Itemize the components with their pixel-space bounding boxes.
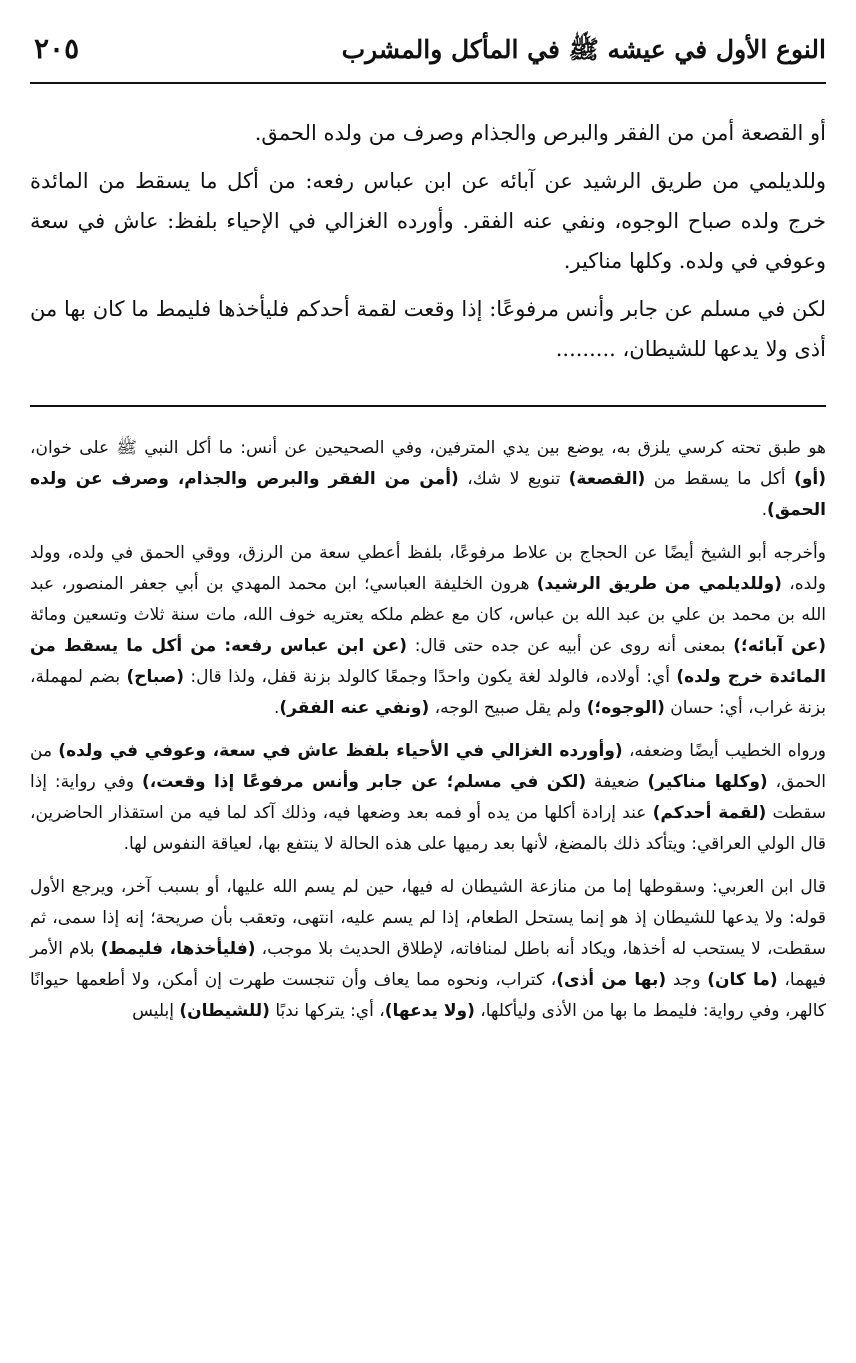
- footnote-divider: [30, 405, 826, 407]
- quoted-matn: (وللديلمي من طريق الرشيد): [536, 574, 782, 594]
- commentary-text: ورواه الخطيب أيضًا وضعفه،: [622, 741, 826, 761]
- page-title: النوع الأول في عيشه ﷺ في المأكل والمشرب: [341, 35, 826, 64]
- main-text-paragraph: وللديلمي من طريق الرشيد عن آبائه عن ابن عباس رفعه: من أكل ما يسقط من المائدة خرج ولده صباح الوجوه، ونفي عنه الفقر. وأورده الغزالي في الإحياء بلفظ: عاش في سعة وعوفي في ولده. وكلها مناكير.: [30, 169, 826, 273]
- commentary-text: .: [273, 698, 280, 718]
- commentary-text: وأخرجه أبو الشيخ أيضًا عن الحجاج بن علاط مرفوعًا، بلفظ أعطي سعة من الرزق، ووقي الحمق في ولده، وولد ولده،: [30, 543, 826, 594]
- quoted-matn: (ما كان): [707, 970, 778, 990]
- commentary-text: بمعنى أنه روى عن أبيه عن جده حتى قال:: [407, 636, 734, 656]
- quoted-matn: (لكن في مسلم؛ عن جابر وأنس مرفوعًا إذا وقعت،): [142, 772, 587, 792]
- commentary-text: وجد: [666, 970, 708, 990]
- quoted-matn: (للشيطان): [179, 1001, 270, 1021]
- commentary-text: ولم يقل صبيح الوجه،: [429, 698, 587, 718]
- quoted-matn: (الوجوه؛): [586, 698, 665, 718]
- commentary-text: قال ابن العربي: وسقوطها إما من منازعة الشيطان له فيها، حين لم يسم الله عليها، أو بسبب آخر، ويرجع الأول قوله: ولا يدعها للشيطان إذ هو إنما يستحل الطعام، إذا لم يسم عليه، انتهى، وتعقب بأن صريحة؛ إنه إذا سمى، ثم سقطت، لا يستحب له أخذها، ويكاد أنه باطل لمنافاته، لإطلاق الحديث بلا موجب،: [30, 877, 826, 959]
- quoted-matn: (أو): [794, 469, 826, 489]
- main-text-sentence: لكن في مسلم عن جابر وأنس مرفوعًا: إذا وقعت لقمة أحدكم فليأخذها فليمط ما كان بها من أذى ولا يدعها للشيطان،: [30, 297, 826, 361]
- quoted-matn: (فليأخذها، فليمط): [100, 939, 256, 959]
- commentary-text: تنويع لا شك،: [458, 469, 569, 489]
- commentary-text: أكل ما يسقط من: [645, 469, 795, 489]
- commentary-text: وفي رواية: إذا سقطت: [30, 772, 826, 823]
- commentary-text: ضعيفة: [586, 772, 648, 792]
- commentary-text: بلام الأمر فيهما،: [30, 939, 826, 990]
- quoted-matn: (وكلها مناكير): [647, 772, 768, 792]
- commentary-text: هرون الخليفة العباسي؛ ابن محمد المهدي بن أبي جعفر المنصور، عبد الله بن محمد بن علي بن عبد الله بن عباس، كان مع عظم ملكه يعتريه خوف الله، مات سنة ثلاث وتسعين ومائة: [30, 574, 826, 625]
- commentary-paragraph: [30, 538, 826, 724]
- continuation-dots: .........: [555, 337, 616, 361]
- main-text: [30, 113, 826, 377]
- page-number: ٢٠٥: [34, 32, 80, 65]
- commentary-text: بضم لمهملة، بزنة غراب، أي: حسان: [30, 667, 826, 718]
- main-text-paragraph: أو القصعة أمن من الفقر والبرص والجذام وصرف من ولده الحمق.: [254, 121, 826, 145]
- commentary-text: عند إرادة أكلها من يده أو فمه بعد وضعها فيه، وذلك آكد لما فيه من استقذار الحاضرين، قال الولي العراقي: ويتأكد ذلك بالمضغ، لأنها بعد رميها على هذه الحالة لا ينتفع بها، لعياقة النفوس لها.: [30, 803, 826, 854]
- quoted-matn: (القصعة): [568, 469, 646, 489]
- quoted-matn: (عن ابن عباس رفعه: من أكل ما يسقط من المائدة خرج ولده): [30, 636, 826, 687]
- commentary-paragraph: [30, 736, 826, 860]
- quoted-matn: (بها من أذى): [556, 970, 667, 990]
- commentary-text: ، كتراب، ونحوه مما يعاف وأن تنجست طهرت إن أمكن، ولا أطعمها حيوانًا كالهر، وفي رواية: فليمط ما بها من الأذى وليأكلها،: [30, 970, 826, 1021]
- page-header: [30, 30, 826, 84]
- quoted-matn: (وأورده الغزالي في الأحياء بلفظ عاش في سعة، وعوفي في ولده): [58, 741, 623, 761]
- quoted-matn: (أمن من الفقر والبرص والجذام، وصرف عن ولده الحمق): [30, 469, 826, 520]
- main-text-paragraph: [30, 289, 826, 369]
- quoted-matn: (صباح): [126, 667, 184, 687]
- commentary-text: هو طبق تحته كرسي يلزق به، يوضع بين يدي المترفين، وفي الصحيحين عن أنس: ما أكل النبي ﷺ على خوان،: [30, 438, 826, 458]
- commentary-text: .: [761, 500, 768, 520]
- commentary-text: ، أي: يتركها ندبًا: [269, 1001, 385, 1021]
- quoted-matn: (لقمة أحدكم): [652, 803, 767, 823]
- commentary-text: أي: أولاده، فالولد لغة يكون واحدًا وجمعًا كالولد بزنة قفل، ولذا قال:: [184, 667, 677, 687]
- commentary-text: من الحمق،: [30, 741, 826, 792]
- commentary-paragraph: [30, 433, 826, 526]
- commentary-text: إبليس: [132, 1001, 180, 1021]
- quoted-matn: (ولا يدعها): [384, 1001, 475, 1021]
- quoted-matn: (ونفي عنه الفقر): [279, 698, 430, 718]
- quoted-matn: (عن آبائه؛): [733, 636, 826, 656]
- commentary-paragraph: [30, 872, 826, 1027]
- commentary: [30, 433, 826, 1039]
